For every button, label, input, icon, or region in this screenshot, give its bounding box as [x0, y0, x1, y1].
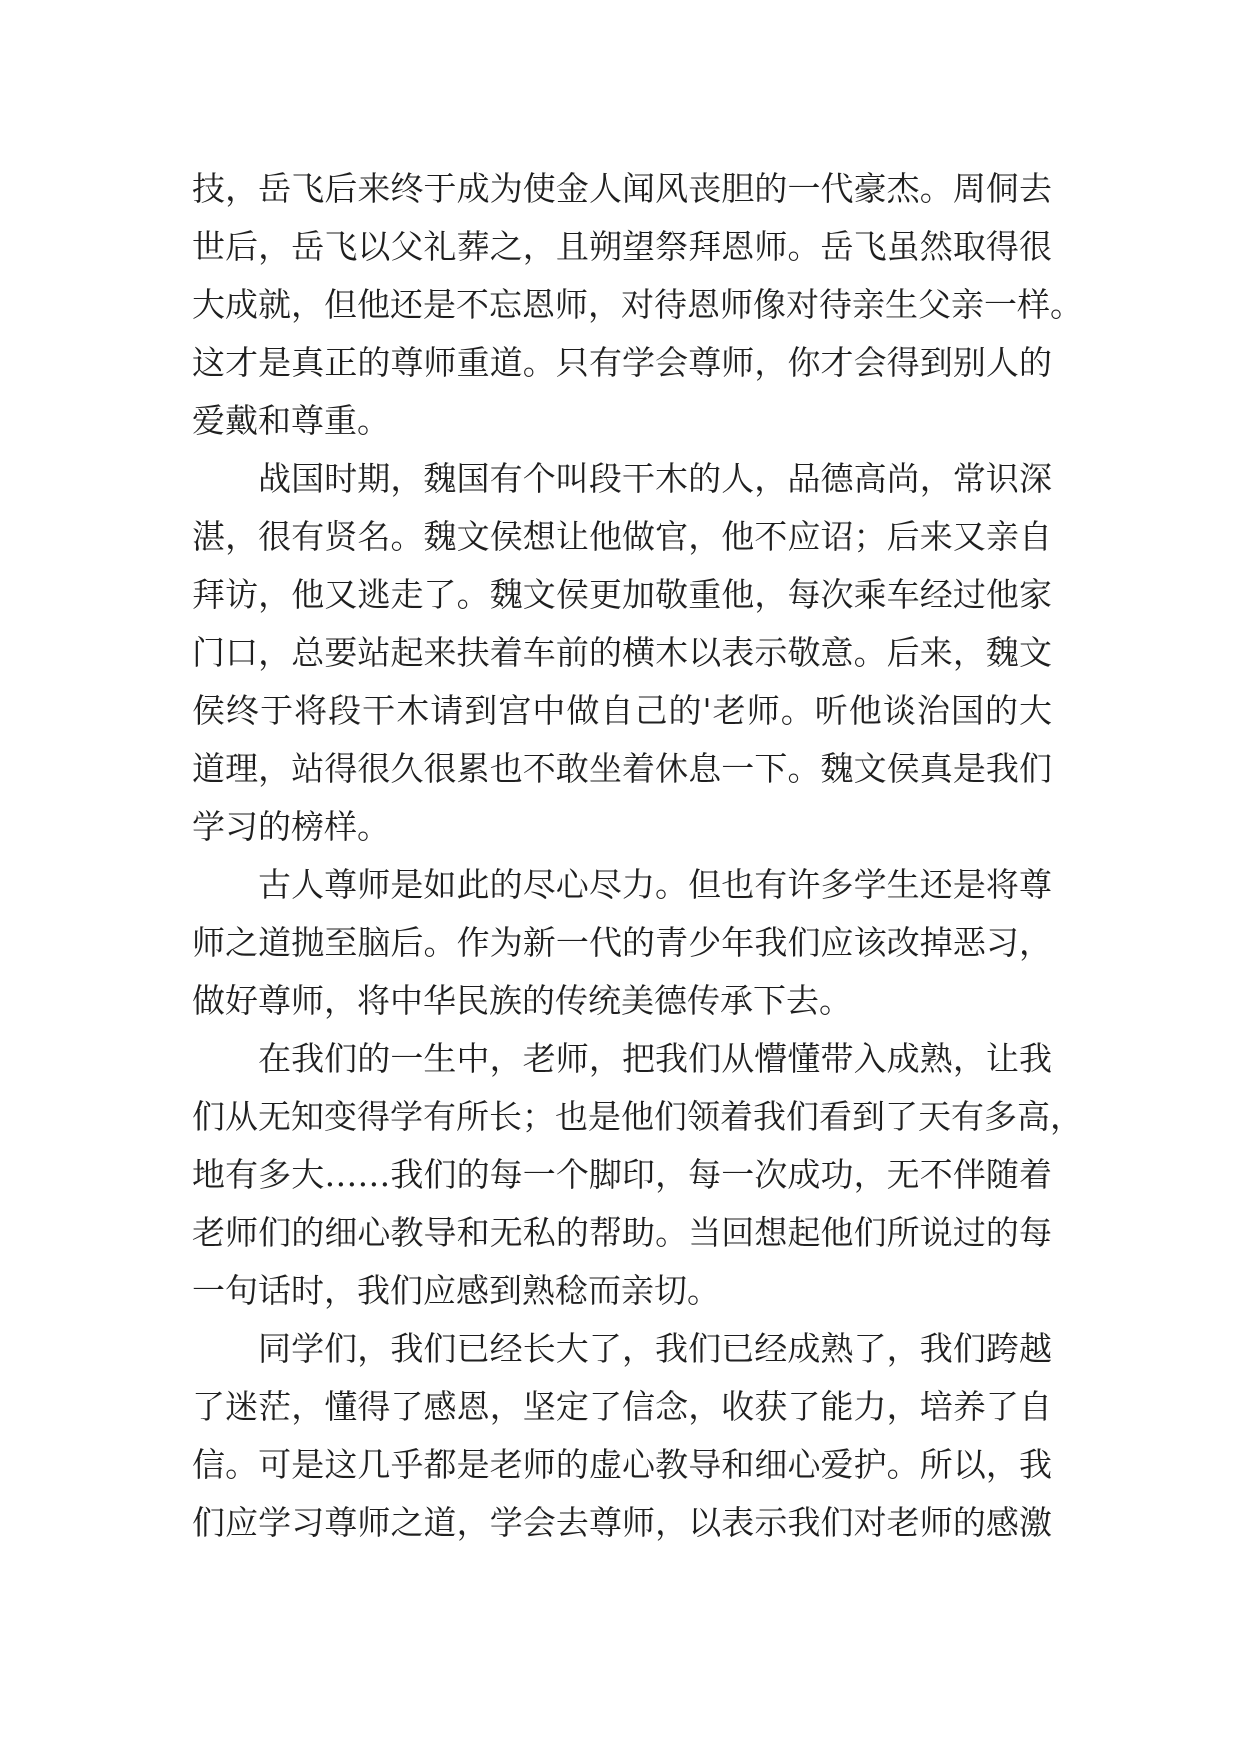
text-line: 道理，站得很久很累也不敢坐着休息一下。魏文侯真是我们 [192, 749, 1052, 788]
text-line: 湛，很有贤名。魏文侯想让他做官，他不应诏；后来又亲自 [192, 517, 1052, 556]
text-line: 拜访，他又逃走了。魏文侯更加敬重他，每次乘车经过他家 [192, 575, 1052, 614]
text-line: 们应学习尊师之道，学会去尊师，以表示我们对老师的感激 [192, 1503, 1052, 1542]
text-line: 一句话时，我们应感到熟稔而亲切。 [192, 1271, 720, 1310]
text-line: 信。可是这几乎都是老师的虚心教导和细心爱护。所以，我 [192, 1445, 1052, 1484]
paragraph-start-line: 同学们，我们已经长大了，我们已经成熟了，我们跨越 [258, 1329, 1052, 1368]
text-line: 做好尊师，将中华民族的传统美德传承下去。 [192, 981, 852, 1020]
text-line: 师之道抛至脑后。作为新一代的青少年我们应该改掉恶习， [192, 923, 1052, 962]
text-line: 这才是真正的尊师重道。只有学会尊师，你才会得到别人的 [192, 343, 1052, 382]
text-line: 们从无知变得学有所长；也是他们领着我们看到了天有多高， [192, 1097, 1083, 1136]
paragraph-start-line: 在我们的一生中，老师，把我们从懵懂带入成熟，让我 [258, 1039, 1052, 1078]
text-line: 了迷茫，懂得了感恩，坚定了信念，收获了能力，培养了自 [192, 1387, 1052, 1426]
text-line: 爱戴和尊重。 [192, 401, 390, 440]
text-line: 大成就，但他还是不忘恩师，对待恩师像对待亲生父亲一样。 [192, 285, 1083, 324]
text-line: 老师们的细心教导和无私的帮助。当回想起他们所说过的每 [192, 1213, 1052, 1252]
paragraph-start-line: 古人尊师是如此的尽心尽力。但也有许多学生还是将尊 [258, 865, 1052, 904]
text-line: 侯终于将段干木请到宫中做自己的'老师。听他谈治国的大 [192, 691, 1052, 730]
text-line: 技，岳飞后来终于成为使金人闻风丧胆的一代豪杰。周侗去 [192, 169, 1052, 208]
text-line: 学习的榜样。 [192, 807, 390, 846]
paragraph-start-line: 战国时期，魏国有个叫段干木的人，品德高尚，常识深 [258, 459, 1052, 498]
text-line: 门口，总要站起来扶着车前的横木以表示敬意。后来，魏文 [192, 633, 1052, 672]
text-line: 地有多大……我们的每一个脚印，每一次成功，无不伴随着 [192, 1155, 1052, 1194]
body-text [192, 160, 1083, 1552]
text-line: 世后，岳飞以父礼葬之，且朔望祭拜恩师。岳飞虽然取得很 [192, 227, 1052, 266]
